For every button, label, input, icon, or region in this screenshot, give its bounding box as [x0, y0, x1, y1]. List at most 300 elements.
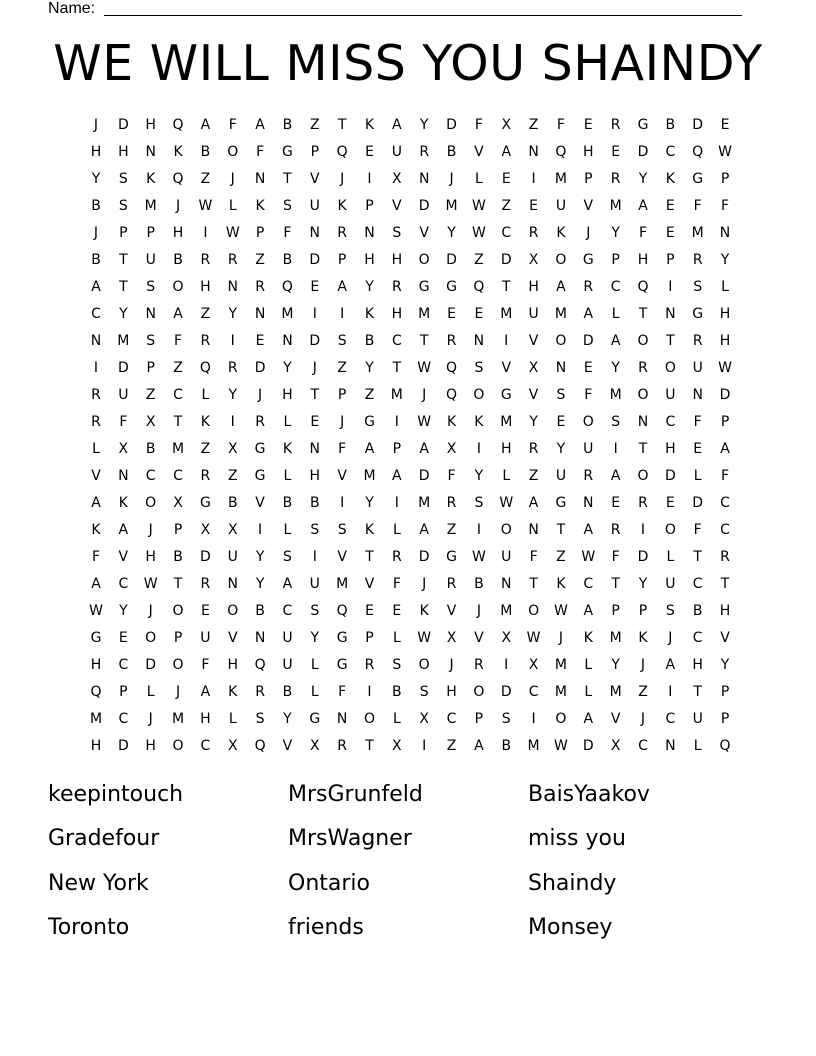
grid-letter: N: [227, 575, 238, 592]
word-bank-item: Ontario: [288, 871, 370, 896]
grid-letter: J: [148, 521, 153, 538]
grid-letter: H: [500, 440, 512, 457]
grid-letter: X: [310, 737, 320, 754]
grid-letter: B: [145, 440, 156, 457]
grid-letter: H: [665, 440, 676, 457]
grid-letter: L: [283, 413, 292, 430]
grid-letter: Y: [365, 494, 374, 511]
word-bank-item: BaisYaakov: [528, 782, 650, 807]
grid-letter: M: [363, 467, 376, 484]
grid-letter: W: [554, 737, 568, 754]
grid-letter: B: [282, 683, 293, 700]
word-bank-item: New York: [48, 871, 149, 896]
grid-letter: E: [611, 143, 621, 160]
grid-letter: O: [582, 413, 594, 430]
grid-letter: F: [256, 143, 265, 160]
grid-letter: Z: [528, 467, 539, 484]
grid-letter: O: [145, 629, 157, 646]
grid-letter: U: [309, 575, 320, 592]
grid-letter: T: [666, 332, 675, 349]
grid-letter: Y: [365, 278, 374, 295]
grid-letter: U: [282, 629, 293, 646]
grid-letter: A: [364, 440, 375, 457]
grid-letter: C: [501, 224, 512, 241]
grid-letter: K: [638, 629, 648, 646]
grid-letter: O: [473, 683, 485, 700]
grid-letter: C: [173, 386, 183, 403]
grid-letter: G: [637, 116, 649, 133]
name-label: Name:: [48, 0, 96, 17]
grid-letter: F: [119, 413, 128, 430]
grid-letter: Z: [638, 683, 648, 700]
grid-letter: T: [556, 521, 566, 538]
grid-letter: V: [528, 386, 539, 403]
grid-letter: F: [228, 116, 237, 133]
grid-letter: A: [91, 278, 101, 295]
grid-letter: O: [555, 251, 567, 268]
grid-letter: U: [227, 548, 238, 565]
grid-letter: L: [201, 386, 210, 403]
grid-letter: D: [309, 251, 321, 268]
grid-letter: B: [665, 116, 676, 133]
word-bank-item: MrsWagner: [288, 826, 412, 851]
grid-letter: P: [720, 710, 730, 727]
word-bank-item: MrsGrunfeld: [288, 782, 423, 807]
grid-letter: X: [392, 737, 402, 754]
grid-letter: N: [90, 332, 102, 349]
grid-letter: O: [555, 710, 567, 727]
grid-letter: Z: [337, 359, 347, 376]
grid-letter: M: [527, 737, 540, 754]
grid-letter: M: [281, 305, 294, 322]
word-bank-item: keepintouch: [48, 782, 184, 807]
grid-letter: J: [558, 629, 563, 646]
grid-letter: W: [225, 224, 240, 241]
grid-letter: I: [258, 521, 263, 538]
grid-letter: I: [312, 305, 317, 322]
grid-letter: V: [446, 602, 457, 619]
grid-letter: P: [173, 629, 183, 646]
grid-letter: T: [365, 737, 374, 754]
grid-letter: O: [418, 656, 430, 673]
grid-letter: N: [364, 224, 375, 241]
grid-letter: J: [258, 386, 263, 403]
grid-letter: R: [337, 737, 347, 754]
grid-letter: H: [309, 467, 321, 484]
grid-letter: U: [555, 467, 567, 484]
grid-letter: F: [721, 197, 730, 214]
grid-letter: U: [200, 629, 211, 646]
grid-letter: K: [364, 116, 375, 133]
grid-letter: M: [554, 170, 567, 187]
grid-letter: Y: [365, 359, 374, 376]
grid-letter: Z: [200, 440, 211, 457]
grid-letter: S: [146, 278, 156, 295]
grid-letter: H: [145, 737, 156, 754]
grid-letter: X: [528, 251, 539, 268]
grid-letter: J: [175, 683, 181, 700]
grid-letter: P: [720, 683, 730, 700]
grid-letter: O: [664, 521, 676, 538]
grid-letter: D: [117, 737, 129, 754]
grid-letter: Q: [254, 737, 266, 754]
grid-letter: R: [720, 548, 730, 565]
grid-letter: V: [610, 710, 621, 727]
grid-letter: R: [610, 521, 621, 538]
grid-letter: M: [691, 224, 704, 241]
grid-letter: D: [500, 251, 512, 268]
grid-letter: M: [144, 197, 157, 214]
grid-letter: Q: [90, 683, 102, 700]
grid-letter: P: [119, 224, 128, 241]
grid-letter: L: [310, 656, 319, 673]
grid-letter: V: [419, 224, 429, 241]
grid-letter: M: [554, 305, 567, 322]
grid-letter: L: [310, 683, 319, 700]
grid-letter: R: [528, 224, 539, 241]
grid-letter: P: [611, 251, 620, 268]
grid-letter: V: [528, 332, 539, 349]
word-bank-item: Shaindy: [528, 871, 617, 896]
grid-letter: M: [554, 656, 567, 673]
word-bank-item: Gradefour: [48, 826, 160, 851]
grid-letter: D: [418, 197, 430, 214]
grid-letter: N: [665, 737, 676, 754]
grid-letter: P: [365, 629, 374, 646]
grid-letter: H: [719, 602, 731, 619]
grid-letter: P: [337, 251, 347, 268]
grid-letter: I: [422, 737, 427, 754]
grid-letter: O: [227, 602, 239, 619]
grid-letter: D: [145, 656, 157, 673]
grid-letter: H: [282, 386, 293, 403]
grid-letter: J: [340, 413, 345, 430]
grid-letter: H: [637, 251, 649, 268]
grid-letter: R: [255, 278, 265, 295]
grid-letter: Y: [419, 116, 429, 133]
grid-letter: L: [283, 467, 292, 484]
grid-letter: E: [665, 197, 675, 214]
grid-letter: O: [637, 332, 649, 349]
grid-letter: M: [172, 710, 185, 727]
grid-letter: X: [446, 629, 457, 646]
grid-letter: D: [200, 548, 211, 565]
grid-letter: F: [611, 548, 620, 565]
grid-letter: X: [173, 494, 183, 511]
grid-letter: Q: [446, 386, 458, 403]
grid-letter: Q: [719, 737, 731, 754]
grid-letter: W: [471, 548, 486, 565]
grid-letter: X: [610, 737, 621, 754]
grid-letter: L: [392, 521, 401, 538]
grid-letter: F: [474, 116, 483, 133]
grid-letter: D: [309, 332, 321, 349]
grid-letter: S: [255, 710, 265, 727]
grid-letter: U: [692, 359, 703, 376]
grid-letter: H: [118, 143, 129, 160]
grid-letter: N: [254, 170, 266, 187]
grid-letter: M: [336, 575, 349, 592]
grid-letter: A: [583, 602, 594, 619]
grid-letter: Z: [310, 116, 320, 133]
grid-letter: L: [392, 710, 401, 727]
grid-letter: E: [200, 602, 210, 619]
grid-letter: G: [364, 413, 375, 430]
grid-letter: R: [391, 548, 402, 565]
grid-letter: L: [283, 521, 292, 538]
grid-letter: S: [118, 170, 128, 187]
grid-letter: E: [611, 494, 621, 511]
grid-letter: I: [640, 521, 646, 538]
grid-letter: V: [720, 629, 730, 646]
grid-letter: W: [471, 224, 486, 241]
grid-letter: R: [446, 332, 457, 349]
grid-letter: C: [118, 575, 129, 592]
grid-letter: J: [148, 602, 153, 619]
grid-letter: Z: [556, 548, 566, 565]
grid-letter: L: [228, 197, 237, 214]
grid-letter: A: [91, 494, 101, 511]
grid-letter: U: [665, 386, 676, 403]
grid-letter: T: [419, 332, 429, 349]
grid-letter: Q: [172, 116, 184, 133]
grid-letter: R: [474, 656, 484, 673]
grid-letter: F: [283, 224, 292, 241]
grid-letter: U: [528, 305, 539, 322]
grid-letter: N: [473, 332, 485, 349]
grid-letter: F: [91, 548, 101, 565]
grid-letter: R: [200, 575, 211, 592]
grid-letter: C: [118, 710, 129, 727]
grid-letter: M: [609, 629, 622, 646]
grid-letter: P: [720, 413, 730, 430]
grid-letter: I: [394, 413, 399, 430]
grid-letter: G: [500, 386, 512, 403]
grid-letter: B: [446, 143, 457, 160]
grid-letter: Z: [200, 170, 211, 187]
grid-letter: E: [583, 359, 593, 376]
grid-letter: Z: [501, 197, 512, 214]
grid-letter: H: [227, 656, 239, 673]
grid-letter: G: [254, 467, 266, 484]
grid-letter: D: [254, 359, 266, 376]
grid-letter: H: [90, 143, 102, 160]
grid-letter: X: [501, 116, 512, 133]
grid-letter: M: [418, 305, 431, 322]
grid-letter: P: [474, 710, 484, 727]
grid-letter: N: [254, 629, 266, 646]
grid-letter: R: [638, 359, 648, 376]
grid-letter: J: [93, 224, 99, 241]
grid-letter: K: [364, 305, 375, 322]
grid-letter: W: [718, 143, 732, 160]
grid-letter: G: [692, 305, 704, 322]
word-bank-item: miss you: [528, 826, 626, 851]
grid-letter: A: [556, 278, 566, 295]
grid-letter: V: [282, 737, 293, 754]
grid-letter: I: [531, 170, 536, 187]
grid-letter: Q: [446, 359, 458, 376]
grid-letter: Y: [638, 575, 648, 592]
grid-letter: O: [418, 251, 430, 268]
grid-letter: J: [476, 602, 481, 619]
grid-letter: B: [282, 251, 293, 268]
grid-letter: R: [583, 467, 594, 484]
grid-letter: Q: [336, 602, 348, 619]
grid-letter: V: [583, 197, 594, 214]
grid-letter: V: [392, 197, 402, 214]
grid-letter: A: [337, 278, 347, 295]
grid-letter: R: [638, 494, 648, 511]
grid-letter: M: [609, 683, 622, 700]
grid-letter: Z: [446, 737, 457, 754]
grid-letter: W: [581, 548, 596, 565]
grid-letter: R: [446, 575, 457, 592]
grid-letter: N: [118, 467, 129, 484]
grid-letter: X: [501, 629, 512, 646]
grid-letter: C: [692, 629, 703, 646]
grid-letter: F: [529, 548, 538, 565]
grid-letter: N: [528, 521, 539, 538]
grid-letter: W: [417, 359, 432, 376]
grid-letter: N: [719, 224, 731, 241]
grid-letter: V: [501, 359, 512, 376]
grid-letter: T: [693, 683, 702, 700]
grid-letter: J: [175, 197, 181, 214]
grid-letter: K: [583, 629, 593, 646]
grid-letter: M: [500, 602, 513, 619]
grid-letter: B: [309, 494, 320, 511]
grid-letter: V: [91, 467, 101, 484]
grid-letter: H: [90, 737, 102, 754]
grid-letter: Y: [228, 386, 238, 403]
grid-letter: S: [282, 197, 292, 214]
grid-letter: B: [173, 251, 183, 268]
grid-letter: O: [227, 143, 239, 160]
grid-letter: D: [582, 332, 594, 349]
grid-letter: Y: [720, 251, 730, 268]
grid-letter: T: [638, 305, 648, 322]
grid-letter: E: [665, 494, 675, 511]
grid-letter: N: [254, 305, 266, 322]
grid-letter: R: [200, 332, 211, 349]
grid-letter: H: [528, 278, 539, 295]
grid-letter: P: [310, 143, 320, 160]
grid-letter: Z: [364, 386, 375, 403]
grid-letter: I: [312, 548, 317, 565]
grid-letter: D: [117, 116, 129, 133]
grid-letter: D: [446, 251, 457, 268]
grid-letter: O: [473, 386, 485, 403]
grid-letter: O: [172, 278, 184, 295]
grid-letter: N: [501, 575, 512, 592]
grid-letter: L: [611, 305, 620, 322]
grid-letter: X: [227, 737, 238, 754]
grid-letter: G: [336, 656, 348, 673]
grid-letter: S: [556, 386, 566, 403]
grid-letter: X: [227, 521, 238, 538]
grid-letter: I: [476, 440, 481, 457]
grid-letter: J: [340, 170, 345, 187]
grid-letter: Y: [529, 413, 538, 430]
grid-letter: L: [146, 683, 155, 700]
grid-letter: L: [474, 170, 483, 187]
grid-letter: A: [638, 197, 648, 214]
grid-letter: Q: [281, 278, 293, 295]
grid-letter: D: [446, 116, 457, 133]
grid-letter: L: [228, 710, 237, 727]
grid-letter: W: [417, 413, 432, 430]
grid-letter: C: [118, 656, 129, 673]
grid-letter: T: [119, 278, 128, 295]
grid-letter: T: [720, 575, 730, 592]
grid-letter: B: [501, 737, 512, 754]
grid-letter: K: [146, 170, 156, 187]
grid-letter: M: [500, 413, 513, 430]
grid-letter: C: [391, 332, 402, 349]
grid-letter: K: [91, 521, 101, 538]
grid-letter: X: [446, 440, 457, 457]
grid-letter: I: [367, 683, 372, 700]
grid-letter: S: [310, 521, 320, 538]
grid-letter: C: [665, 413, 676, 430]
grid-letter: Z: [145, 386, 156, 403]
grid-letter: S: [392, 656, 402, 673]
grid-letter: X: [200, 521, 211, 538]
word-bank-item: friends: [288, 915, 364, 940]
grid-letter: B: [364, 332, 375, 349]
grid-letter: S: [693, 278, 703, 295]
grid-letter: A: [610, 332, 621, 349]
grid-letter: A: [610, 467, 621, 484]
grid-letter: E: [529, 197, 539, 214]
grid-letter: W: [198, 197, 213, 214]
grid-letter: W: [718, 359, 732, 376]
grid-letter: I: [93, 359, 99, 376]
grid-letter: V: [310, 170, 320, 187]
grid-letter: P: [337, 386, 347, 403]
grid-letter: I: [340, 305, 345, 322]
grid-letter: A: [501, 143, 512, 160]
grid-letter: X: [419, 710, 429, 727]
grid-letter: R: [364, 656, 375, 673]
grid-letter: D: [418, 548, 430, 565]
grid-letter: M: [89, 710, 103, 727]
grid-letter: G: [446, 548, 457, 565]
grid-letter: B: [255, 602, 265, 619]
grid-letter: P: [666, 251, 675, 268]
grid-letter: R: [528, 440, 539, 457]
grid-letter: M: [390, 386, 403, 403]
grid-letter: R: [200, 467, 211, 484]
grid-letter: C: [720, 494, 730, 511]
grid-letter: V: [474, 143, 484, 160]
grid-letter: H: [364, 251, 375, 268]
grid-letter: S: [310, 602, 320, 619]
grid-letter: Y: [611, 224, 620, 241]
grid-letter: D: [500, 683, 512, 700]
grid-letter: N: [309, 440, 321, 457]
grid-letter: F: [338, 440, 347, 457]
grid-letter: A: [528, 494, 539, 511]
grid-letter: P: [365, 197, 374, 214]
grid-letter: J: [422, 386, 427, 403]
grid-letter: C: [692, 575, 703, 592]
grid-letter: D: [664, 467, 676, 484]
grid-letter: T: [529, 575, 538, 592]
grid-letter: A: [392, 467, 402, 484]
grid-letter: J: [640, 656, 646, 673]
